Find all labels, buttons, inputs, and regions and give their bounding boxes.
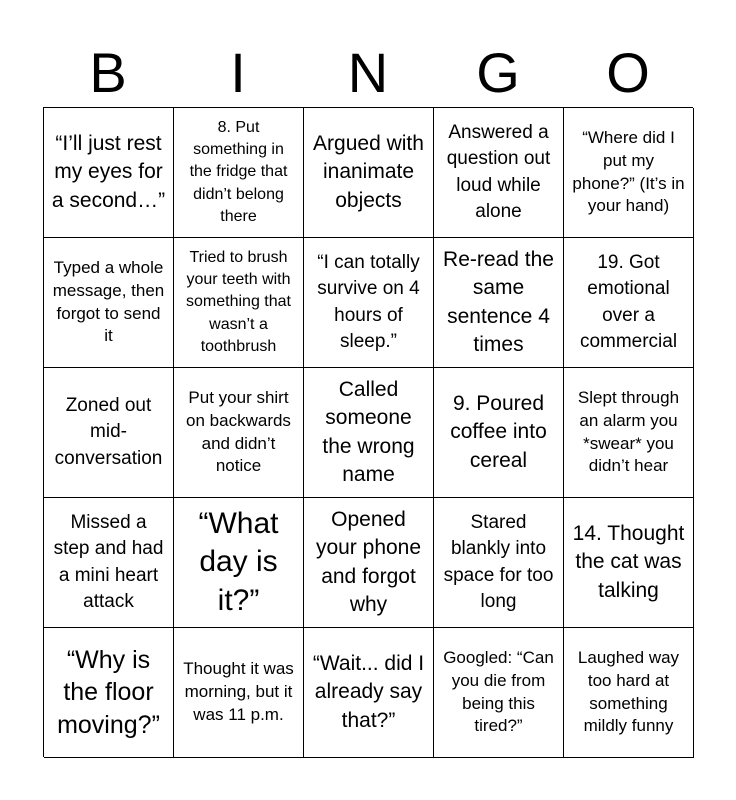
bingo-board <box>43 107 693 757</box>
bingo-cell[interactable] <box>564 108 694 238</box>
cell-text: Missed a step and had a mini heart attack <box>53 512 164 612</box>
bingo-cell[interactable] <box>44 628 174 758</box>
cell-text: “Where did I put my phone?” (It’s in your hand) <box>572 127 685 216</box>
cell-text: “Why is the floor moving?” <box>57 645 160 739</box>
cell-text: 14. Thought the cat was talking <box>572 521 685 602</box>
cell-text: “What day is it?” <box>198 506 279 617</box>
cell-text: Stared blankly into space for too long <box>443 512 554 612</box>
cell-text: “I can totally survive on 4 hours of sleep.” <box>317 252 420 352</box>
header-letter-g: G <box>476 41 520 104</box>
cell-text: Thought it was morning, but it was 11 p.m. <box>183 659 294 724</box>
bingo-cell[interactable] <box>304 108 434 238</box>
cell-text: 9. Poured coffee into cereal <box>450 391 547 472</box>
bingo-cell[interactable] <box>564 498 694 628</box>
cell-text: 19. Got emotional over a commercial <box>579 252 678 352</box>
cell-text: Laughed way too hard at something mildly funny <box>577 647 680 736</box>
cell-text: Googled: “Can you die from being this tired?” <box>443 647 554 736</box>
bingo-cell[interactable] <box>564 628 694 758</box>
bingo-cell[interactable] <box>174 628 304 758</box>
bingo-header <box>43 38 693 108</box>
bingo-cell[interactable] <box>174 498 304 628</box>
header-letter-b: B <box>89 41 127 104</box>
bingo-cell[interactable] <box>174 368 304 498</box>
cell-text: 8. Put something in the fridge that didn’t belong there <box>189 119 288 225</box>
bingo-cell[interactable] <box>564 368 694 498</box>
cell-text: Opened your phone and forgot why <box>315 507 422 616</box>
header-letter-o: O <box>606 41 650 104</box>
cell-text: Tried to brush your teeth with something that wasn’t a toothbrush <box>186 249 291 355</box>
bingo-cell[interactable] <box>174 238 304 368</box>
bingo-cell[interactable] <box>44 368 174 498</box>
bingo-cell[interactable] <box>44 108 174 238</box>
cell-text: Re-read the same sentence 4 times <box>443 247 554 356</box>
cell-text: Put your shirt on backwards and didn’t notice <box>186 387 291 476</box>
bingo-cell[interactable] <box>44 238 174 368</box>
bingo-cell[interactable] <box>434 368 564 498</box>
bingo-cell[interactable] <box>434 238 564 368</box>
cell-text: “I’ll just rest my eyes for a second…” <box>51 131 166 212</box>
cell-text: Typed a whole message, then forgot to send it <box>52 257 165 346</box>
header-letter-i: I <box>230 41 246 104</box>
bingo-cell[interactable] <box>564 238 694 368</box>
cell-text: Zoned out mid-conversation <box>54 395 163 469</box>
bingo-cell[interactable] <box>44 498 174 628</box>
bingo-cell[interactable] <box>434 108 564 238</box>
cell-text: “Wait... did I already say that?” <box>312 651 425 732</box>
header-letter-n: N <box>347 41 389 104</box>
bingo-cell[interactable] <box>304 238 434 368</box>
bingo-cell[interactable] <box>434 628 564 758</box>
cell-text: Argued with inanimate objects <box>313 131 424 212</box>
bingo-cell[interactable] <box>304 368 434 498</box>
bingo-cell[interactable] <box>304 628 434 758</box>
cell-text: Answered a question out loud while alone <box>446 122 551 222</box>
bingo-cell[interactable] <box>174 108 304 238</box>
cell-text: Slept through an alarm you *swear* you didn’t hear <box>577 387 680 476</box>
bingo-cell[interactable] <box>434 498 564 628</box>
bingo-cell[interactable] <box>304 498 434 628</box>
cell-text: Called someone the wrong name <box>322 377 415 486</box>
